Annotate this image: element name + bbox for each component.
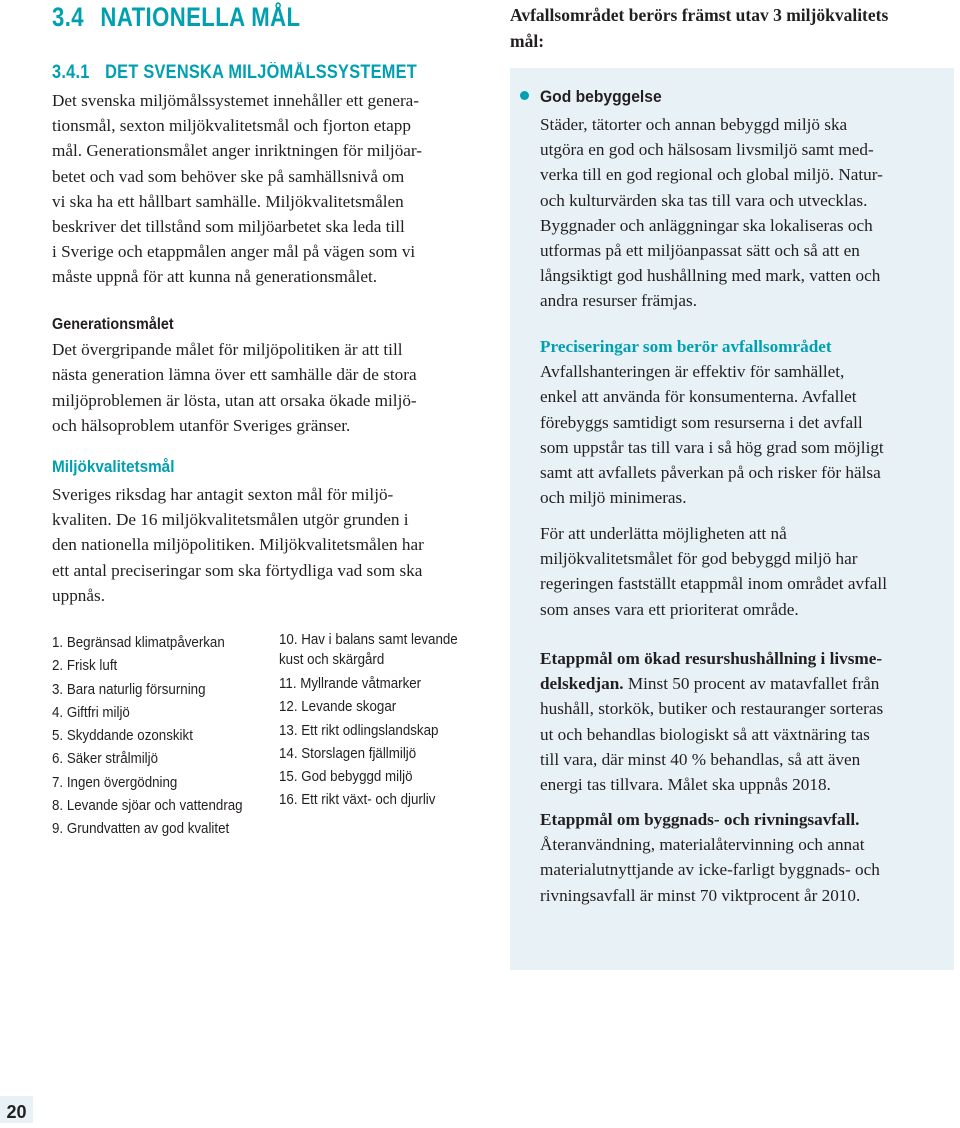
text-line: förebyggs samtidigt som resurserna i det avfall (540, 412, 863, 432)
page-number: 20 (0, 1096, 33, 1123)
list-item: 2. Frisk luft (52, 658, 118, 675)
list-item: 16. Ett rikt växt- och djurliv (279, 792, 436, 809)
text-line: Byggnader och anläggningar ska lokaliseras och (540, 215, 873, 235)
list-item: 13. Ett rikt odlingslandskap (279, 722, 439, 739)
text-line: samt att avfallets påverkan på och risker för hälsa (540, 463, 881, 483)
text-line: Det svenska miljömålssystemet innehåller ett genera- (52, 91, 420, 110)
list-item: 10. Hav i balans samt levande kust och skärgård (279, 632, 458, 668)
bullet-icon (520, 91, 529, 100)
subsection-heading (52, 62, 417, 84)
text-line: regeringen fastställt etappmål inom området avfall (540, 574, 887, 594)
text-line: Sveriges riksdag har antagit sexton mål för miljö- (52, 485, 394, 504)
list-item: 9. Grundvatten av god kvalitet (52, 821, 230, 838)
text-line: ett antal preciseringar som ska förtydliga vad som ska (52, 560, 423, 580)
list-item: 12. Levande skogar (279, 699, 397, 716)
list-item: 1. Begränsad klimatpåverkan (52, 635, 225, 651)
intro-paragraph (52, 88, 482, 290)
sidebar-title: Avfallsområdet berörs främst utav 3 miljökvalitets mål: (510, 5, 889, 51)
text-line: ut och behandlas biologiskt så att växtnäring tas (540, 724, 870, 744)
section-heading (52, 2, 300, 33)
text-line: tionsmål, sexton miljökvalitetsmål och fjorton etapp (52, 116, 411, 136)
subsection-title: DET SVENSKA MILJÖMÅLSSYSTEMET (105, 62, 418, 83)
list-item: 11. Myllrande våtmarker (279, 676, 422, 692)
list-item: 8. Levande sjöar och vattendrag (52, 798, 243, 815)
goals-list-left (52, 632, 259, 842)
text-line: materialutnyttjande av icke-farligt byggnads- och (540, 860, 880, 880)
interim-goal-heading: Etappmål om byggnads- och rivningsavfall. (540, 810, 860, 829)
text-line: den nationella miljöpolitiken. Miljökvalitetsmålen har (52, 535, 424, 555)
text-line: betet och vad som behöver ske på samhällsnivå om (52, 166, 405, 186)
text-line: För att underlätta möjligheten att nå (540, 524, 787, 543)
text-line: vi ska ha ett hållbart samhälle. Miljökvalitetsmålen (52, 191, 404, 211)
precisions-block (540, 334, 940, 510)
text-line: enkel att använda för konsumenterna. Avfallet (540, 387, 857, 407)
list-item: 14. Storslagen fjällmiljö (279, 745, 417, 762)
list-item: 7. Ingen övergödning (52, 774, 178, 791)
text-line: Städer, tätorter och annan bebyggd miljö ska (540, 115, 848, 134)
environmental-quality-paragraph (52, 482, 482, 608)
text-line: som uppstår tas till vara i så hög grad som möjligt (540, 437, 884, 457)
text-line: utgöra en god och hälsosam livsmiljö samt med- (540, 140, 874, 160)
text-line: rivningsavfall är minst 70 viktprocent år 2010. (540, 885, 861, 905)
list-item: 15. God bebyggd miljö (279, 769, 413, 786)
text-line: Återanvändning, materialåtervinning och annat (540, 835, 865, 855)
text-line: kvaliten. De 16 miljökvalitetsmålen utgör grunden i (52, 510, 409, 530)
interim-goal-heading: Etappmål om ökad resurshushållning i livsme- (540, 649, 883, 668)
text-line: som anses vara ett prioriterat område. (540, 599, 799, 619)
text-line: nästa generation lämna över ett samhälle där de stora (52, 365, 417, 385)
environmental-quality-heading: Miljökvalitetsmål (52, 457, 175, 476)
text-line: miljökvalitetsmålet för god bebyggd miljö har (540, 549, 858, 569)
generation-goal-heading: Generationsmålet (52, 316, 174, 333)
good-built-paragraph (540, 112, 940, 314)
list-item: 6. Säker strålmiljö (52, 751, 159, 768)
text-line: till vara, där minst 40 % behandlas, så att även (540, 749, 861, 769)
good-built-heading: God bebyggelse (520, 87, 672, 107)
text-line: andra resurser främjas. (540, 291, 697, 311)
text-line: Avfallshanteringen är effektiv för samhället, (540, 362, 845, 382)
text-line: mål. Generationsmålet anger inriktningen för miljöar- (52, 141, 423, 161)
goals-list-right (279, 630, 473, 813)
text-line: och kulturvärden ska tas till vara och utvecklas. (540, 190, 868, 210)
generation-goal-block (52, 312, 482, 438)
list-item: 5. Skyddande ozonskikt (52, 728, 193, 745)
text-line: energi tas tillvara. Målet ska uppnås 2018. (540, 775, 831, 795)
text-line: uppnås. (52, 585, 105, 605)
text-line: hushåll, storkök, butiker och restauranger sorteras (540, 699, 884, 719)
text-line: miljöproblemen är lösta, utan att orsaka ökade miljö- (52, 390, 417, 410)
text-line: och hälsoproblem utanför Sveriges gränser. (52, 415, 351, 435)
text-line: långsiktigt god hushållning med mark, vatten och (540, 266, 881, 286)
subsection-number: 3.4.1 (52, 62, 90, 83)
text-line: beskriver det tillstånd som miljöarbetet ska leda till (52, 217, 405, 237)
list-item: 4. Giftfri miljö (52, 704, 130, 721)
text-line: verka till en god regional och global miljö. Natur- (540, 165, 883, 185)
text-line: delskedjan. Minst 50 procent av matavfallet från (540, 674, 880, 694)
text-line: och miljö minimeras. (540, 488, 687, 508)
precisions-heading: Preciseringar som berör avfallsområdet (540, 337, 832, 356)
facilitate-paragraph (540, 521, 940, 622)
section-title: NATIONELLA MÅL (100, 2, 301, 32)
list-item: 3. Bara naturlig försurning (52, 681, 206, 698)
section-number: 3.4 (52, 2, 85, 32)
interim-goal-construction-paragraph (540, 807, 940, 908)
interim-goal-resource-paragraph (540, 646, 940, 797)
text-line: i Sverige och etappmålen anger mål på vägen som vi (52, 242, 416, 262)
text-line: utformas på ett miljöanpassat sätt och så att en (540, 241, 860, 261)
text-line: måste uppnå för att kunna nå generationsmålet. (52, 267, 378, 287)
text-line: Det övergripande målet för miljöpolitiken är att till (52, 340, 403, 360)
